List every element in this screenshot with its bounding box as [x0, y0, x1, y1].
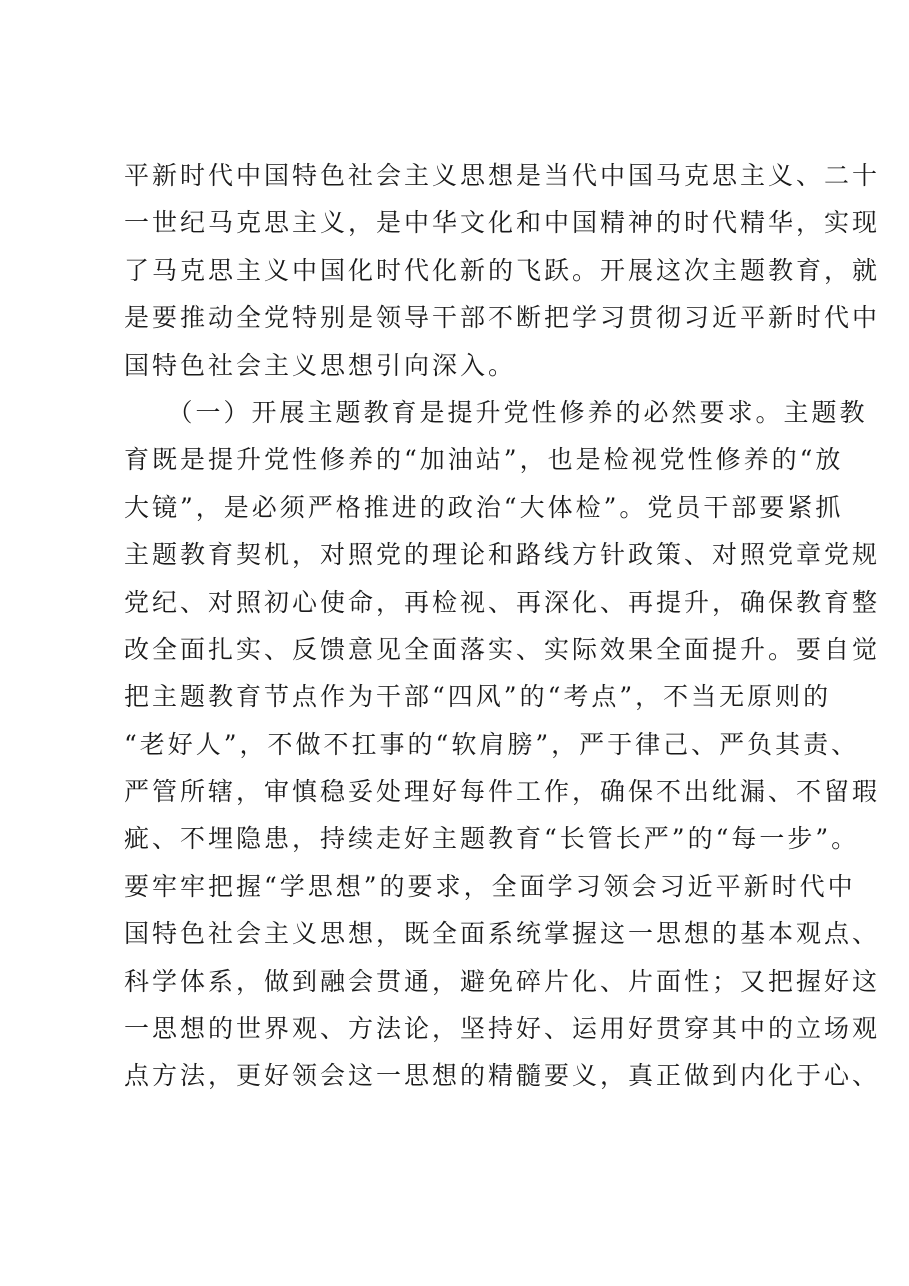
text-line: 平新时代中国特色社会主义思想是当代中国马克思主义、二十	[124, 161, 881, 190]
text-line: 疵、不埋隐患，持续走好主题教育“长管长严”的“每一步”。	[124, 824, 860, 854]
text-line: 要牢牢把握“学思想”的要求，全面学习领会习近平新时代中	[124, 871, 856, 901]
text-line: 科学体系，做到融会贯通，避免碎片化、片面性；又把握好这	[124, 966, 881, 996]
text-line: 了马克思主义中国化时代化新的飞跃。开展这次主题教育，就	[124, 255, 881, 285]
text-line: 国特色社会主义思想，既全面系统掌握这一思想的基本观点、	[124, 919, 881, 949]
text-line: 国特色社会主义思想引向深入。	[124, 350, 517, 380]
text-line: 严管所辖，审慎稳妥处理好每件工作，确保不出纰漏、不留瑕	[124, 777, 881, 807]
text-line: 大镜”，是必须严格推进的政治“大体检”。党员干部要紧抓	[124, 492, 844, 522]
text-line: “老好人”，不做不扛事的“软肩膀”，严于律己、严负其责、	[124, 729, 860, 759]
text-line: 一世纪马克思主义，是中华文化和中国精神的时代精华，实现	[124, 208, 881, 238]
text-line: 一思想的世界观、方法论，坚持好、运用好贯穿其中的立场观	[124, 1014, 881, 1044]
body-text	[124, 152, 881, 1100]
text-line: 是要推动全党特别是领导干部不断把学习贯彻习近平新时代中	[124, 303, 881, 333]
text-line: 改全面扎实、反馈意见全面落实、实际效果全面提升。要自觉	[124, 634, 881, 664]
text-line: 党纪、对照初心使命，再检视、再深化、再提升，确保教育整	[124, 587, 881, 617]
text-line: 把主题教育节点作为干部“四风”的“考点”，不当无原则的	[124, 682, 832, 712]
text-line: 主题教育契机，对照党的理论和路线方针政策、对照党章党规	[124, 540, 881, 570]
text-line: 点方法，更好领会这一思想的精髓要义，真正做到内化于心、	[124, 1061, 881, 1091]
text-line: 育既是提升党性修养的“加油站”，也是检视党性修养的“放	[124, 445, 844, 475]
text-line: （一）开展主题教育是提升党性修养的必然要求。主题教	[124, 397, 868, 427]
